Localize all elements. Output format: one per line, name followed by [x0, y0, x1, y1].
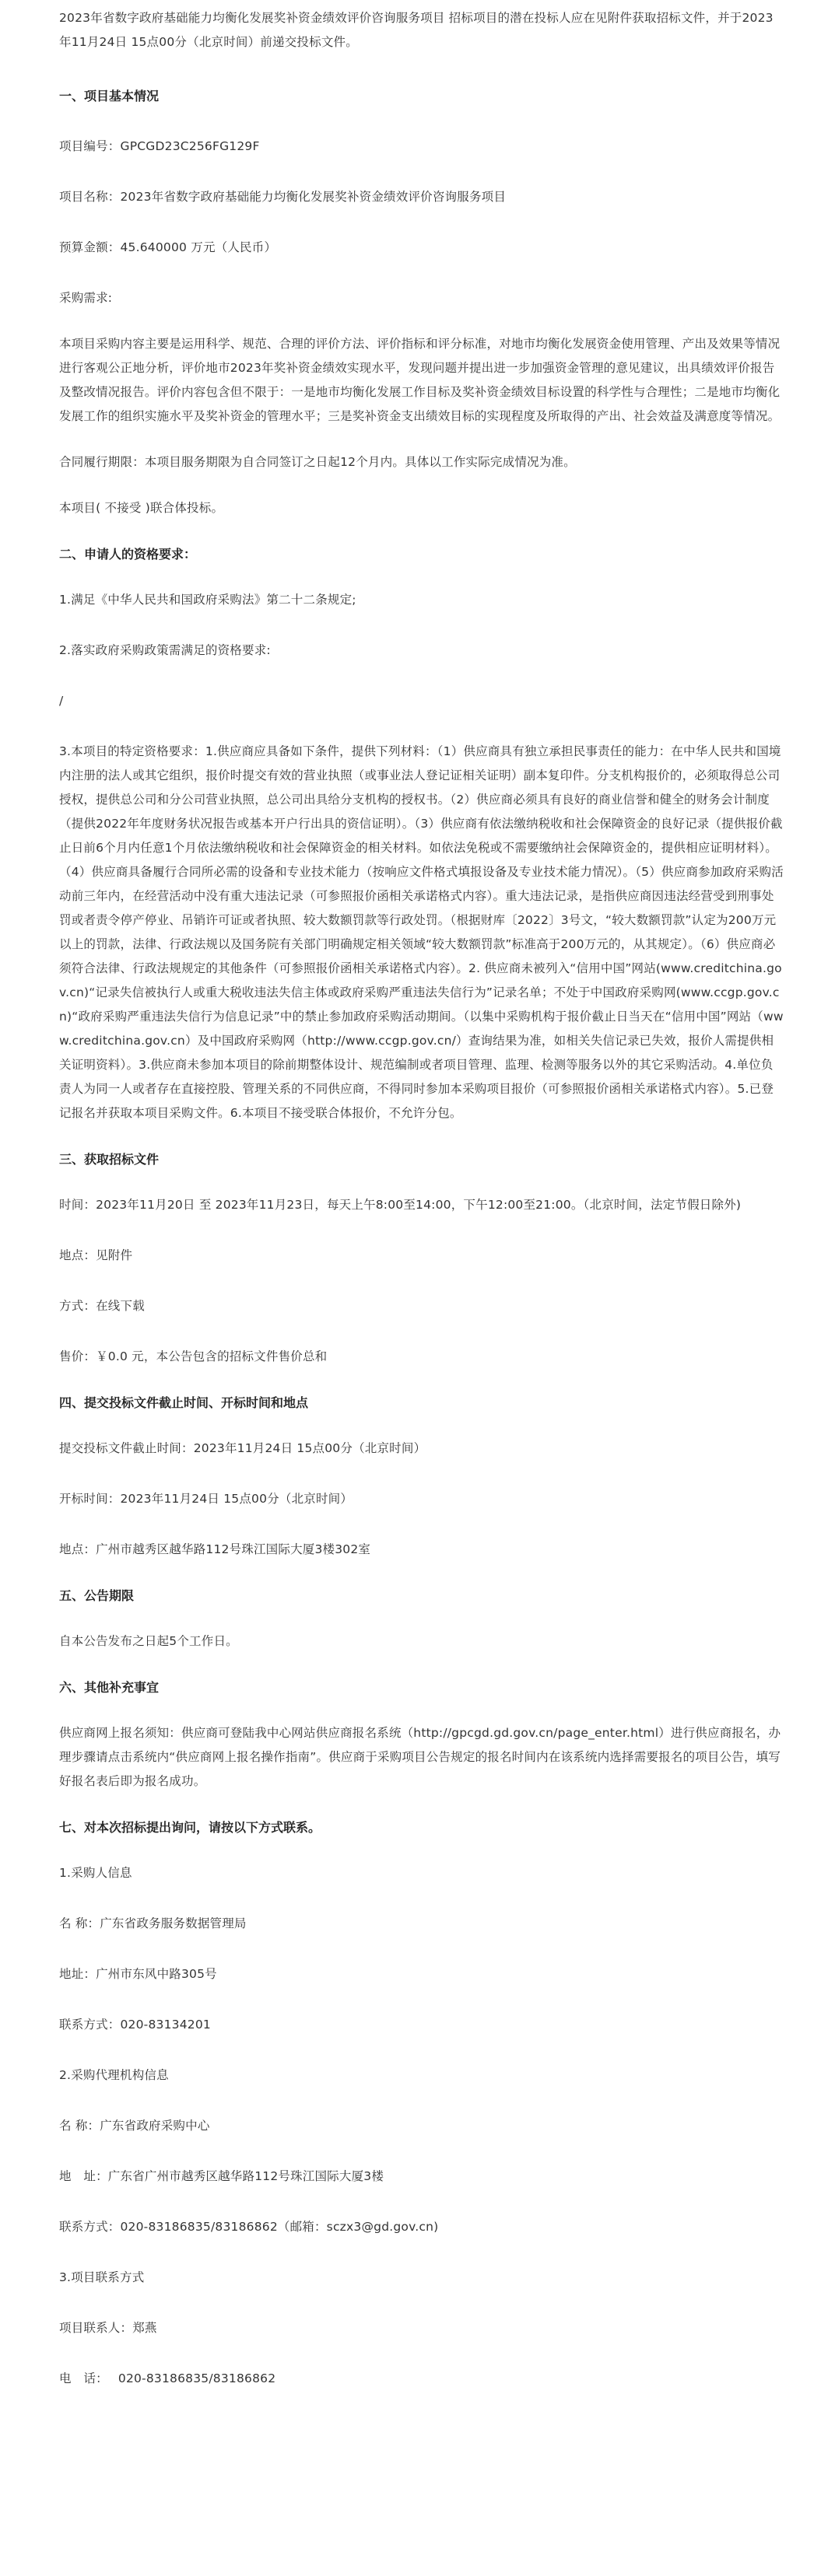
- section-other-matters-title: 六、其他补充事宜: [59, 1680, 160, 1695]
- project-contact-person: 项目联系人：郑燕: [59, 2321, 157, 2335]
- demand-label: 采购需求:: [59, 291, 113, 305]
- budget-amount: 预算金额：45.640000 万元（人民币）: [59, 240, 277, 254]
- demand-text: 本项目采购内容主要是运用科学、规范、合理的评价方法、评价指标和评分标准，对地市均衡化发展资金使用管理、产出及效果等情况进行客观公正地分析，评价地市2023年奖补资金绩效实现水平，发现问题并提出进一步加强资金管理的意见建议，出具绩效评价报告及整改情况报告。评价内容包含但不限于：一是地市均衡化发展工作目标及奖补资金绩效目标设置的科学性与合理性；二是地市均衡化发展工作的组织实施水平及奖补资金的管理水平；三是奖补资金支出绩效目标的实现程度及所取得的产出、社会效益及满意度等情况。: [59, 337, 781, 423]
- section-notice-period-title: 五、公告期限: [59, 1588, 135, 1603]
- purchaser-heading: 1.采购人信息: [59, 1866, 132, 1880]
- obtain-price: 售价：￥0.0 元，本公告包含的招标文件售价总和: [59, 1349, 328, 1363]
- opening-place: 地点：广州市越秀区越华路112号珠江国际大厦3楼302室: [59, 1542, 371, 1556]
- section-contact-title: 七、对本次招标提出询问，请按以下方式联系。: [59, 1820, 321, 1835]
- qualification-item-2: 2.落实政府采购政策需满足的资格要求:: [59, 643, 271, 657]
- purchaser-contact: 联系方式：020-83134201: [59, 2018, 211, 2032]
- agency-name: 名 称：广东省政府采购中心: [59, 2119, 210, 2133]
- qualification-item-2-value: /: [59, 694, 64, 708]
- contract-period: 合同履行期限：本项目服务期限为自合同签订之日起12个月内。具体以工作实际完成情况为准。: [59, 455, 576, 469]
- intro-paragraph: 2023年省数字政府基础能力均衡化发展奖补资金绩效评价咨询服务项目 招标项目的潜在投标人应在见附件获取招标文件，并于2023年11月24日 15点00分（北京时间）前递交投标文件。: [59, 11, 774, 49]
- qualification-item-1: 1.满足《中华人民共和国政府采购法》第二十二条规定;: [59, 593, 356, 607]
- agency-address: 地 址：广东省广州市越秀区越华路112号珠江国际大厦3楼: [59, 2169, 384, 2183]
- other-matters-text: 供应商网上报名须知：供应商可登陆我中心网站供应商报名系统（http://gpcgd.gd.gov.cn/page_enter.html）进行供应商报名，办理步骤请点击系统内“供应商网上报名操作指南”。供应商于采购项目公告规定的报名时间内在该系统内选择需要报名的项目公告，填写好报名表后即为报名成功。: [59, 1726, 781, 1788]
- obtain-place: 地点：见附件: [59, 1248, 133, 1262]
- section-deadline-title: 四、提交投标文件截止时间、开标时间和地点: [59, 1395, 309, 1410]
- section-obtain-docs-title: 三、获取招标文件: [59, 1152, 160, 1167]
- project-number: 项目编号：GPCGD23C256FG129F: [59, 139, 260, 153]
- project-contact-phone: 电 话： 020-83186835/83186862: [59, 2371, 276, 2385]
- obtain-time: 时间：2023年11月20日 至 2023年11月23日，每天上午8:00至14:00，下午12:00至21:00。（北京时间，法定节假日除外): [59, 1198, 742, 1212]
- obtain-method: 方式：在线下载: [59, 1299, 145, 1313]
- purchaser-address: 地址：广州市东风中路305号: [59, 1967, 217, 1981]
- section-basic-info-title: 一、项目基本情况: [59, 89, 160, 103]
- agency-contact: 联系方式：020-83186835/83186862（邮箱：sczx3@gd.gov.cn): [59, 2220, 439, 2234]
- purchaser-name: 名 称：广东省政务服务数据管理局: [59, 1916, 247, 1930]
- submission-deadline: 提交投标文件截止时间：2023年11月24日 15点00分（北京时间）: [59, 1441, 426, 1455]
- notice-period-text: 自本公告发布之日起5个工作日。: [59, 1634, 238, 1648]
- project-contact-heading: 3.项目联系方式: [59, 2270, 145, 2284]
- consortium-note: 本项目( 不接受 )联合体投标。: [59, 501, 224, 515]
- opening-time: 开标时间：2023年11月24日 15点00分（北京时间）: [59, 1492, 353, 1506]
- agency-heading: 2.采购代理机构信息: [59, 2068, 169, 2082]
- qualification-item-3: 3.本项目的特定资格要求：1.供应商应具备如下条件，提供下列材料：（1）供应商具有独立承担民事责任的能力：在中华人民共和国境内注册的法人或其它组织，报价时提交有效的营业执照（或事业法人登记证相关证明）副本复印件。分支机构报价的，必须取得总公司授权，提供总公司和分公司营业执照，总公司出具给分支机构的授权书。（2）供应商必须具有良好的商业信誉和健全的财务会计制度（提供2022年年度财务状况报告或基本开户行出具的资信证明）。（3）供应商有依法缴纳税收和社会保障资金的良好记录（提供报价截止日前6个月内任意1个月依法缴纳税收和社会保障资金的相关材料。如依法免税或不需要缴纳社会保障资金的，提供相应证明材料）。（4）供应商具备履行合同所必需的设备和专业技术能力（按响应文件格式填报设备及专业技术能力情况）。（5）供应商参加政府采购活动前三年内，在经营活动中没有重大违法记录（可参照报价函相关承诺格式内容）。重大违法记录，是指供应商因违法经营受到刑事处罚或者责令停产停业、吊销许可证或者执照、较大数额罚款等行政处罚。（根据财库〔2022〕3号文，“较大数额罚款”认定为200万元以上的罚款，法律、行政法规以及国务院有关部门明确规定相关领域“较大数额罚款”标准高于200万元的，从其规定）。（6）供应商必须符合法律、行政法规规定的其他条件（可参照报价函相关承诺格式内容）。2. 供应商未被列入“信用中国”网站(www.creditchina.gov.cn)“记录失信被执行人或重大税收违法失信主体或政府采购严重违法失信行为”记录名单；不处于中国政府采购网(www.ccgp.gov.cn)“政府采购严重违法失信行为信息记录”中的禁止参加政府采购活动期间。（以集中采购机构于报价截止日当天在“信用中国”网站（www.creditchina.gov.cn）及中国政府采购网（http://www.ccgp.gov.cn/）查询结果为准，如相关失信记录已失效，报价人需提供相关证明资料）。3.供应商未参加本项目的除前期整体设计、规范编制或者项目管理、监理、检测等服务以外的其它采购活动。4.单位负责人为同一人或者存在直接控股、管理关系的不同供应商，不得同时参加本采购项目报价（可参照报价函相关承诺格式内容）。5.已登记报名并获取本项目采购文件。6.本项目不接受联合体报价，不允许分包。: [59, 744, 784, 1120]
- section-qualification-title: 二、申请人的资格要求：: [59, 547, 197, 562]
- project-name: 项目名称：2023年省数字政府基础能力均衡化发展奖补资金绩效评价咨询服务项目: [59, 190, 507, 204]
